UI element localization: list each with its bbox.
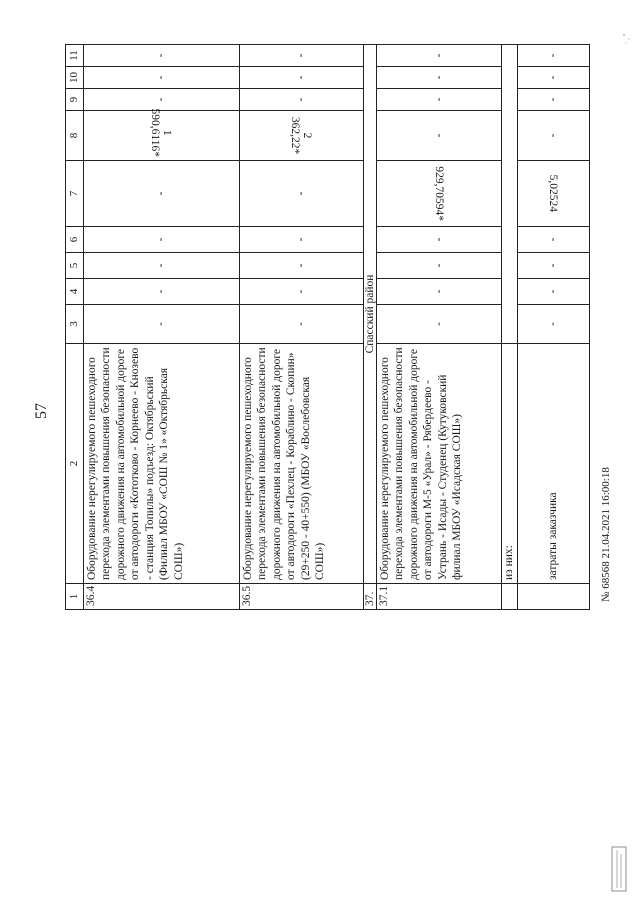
cell: -: [376, 89, 502, 111]
col-header-9: 9: [66, 89, 84, 111]
row-number: 36.4: [83, 584, 239, 610]
col-header-11: 11: [66, 45, 84, 67]
cell: -: [239, 161, 363, 227]
cell: -: [83, 161, 239, 227]
cell: -: [376, 305, 502, 344]
header-row: [66, 45, 84, 610]
subheading: из них:: [502, 344, 517, 584]
table-row: [376, 45, 502, 610]
value-text: 2 362,22*: [289, 116, 314, 155]
cell: -: [239, 305, 363, 344]
cell: -: [376, 227, 502, 253]
empty-cell: [502, 584, 517, 610]
col-header-8: 8: [66, 111, 84, 161]
col-header-4: 4: [66, 279, 84, 305]
cell: -: [239, 45, 363, 67]
value-text: 1 590,6116*: [149, 108, 174, 157]
registration-footer: № 68568 21.04.2021 16:00:18: [600, 467, 612, 602]
budget-table: [65, 45, 590, 610]
cell: -: [239, 227, 363, 253]
cell: -: [83, 45, 239, 67]
cell-value: [83, 108, 239, 161]
cell: -: [517, 305, 589, 344]
cell: -: [376, 111, 502, 161]
cell: -: [376, 67, 502, 89]
cell: -: [517, 253, 589, 279]
cell: -: [83, 305, 239, 344]
cell: -: [517, 111, 589, 161]
cell: -: [517, 45, 589, 67]
row-description: Оборудование нерегулируемого пешеходного перехода элементами повышения безопасности дорожного движения на автомобильной дороге от автодороги М-5 «Урал» - Рябердеево - Устрань - Исады - Студенец (Кутуковский филиал МБОУ «Исадская СОШ»): [376, 344, 502, 584]
col-header-7: 7: [66, 161, 84, 227]
group-label: Спасский район: [363, 45, 376, 584]
cell: -: [517, 89, 589, 111]
cell: -: [239, 253, 363, 279]
cell: -: [83, 279, 239, 305]
col-header-6: 6: [66, 227, 84, 253]
cell-value: [376, 161, 502, 227]
value-text: 929,70594*: [433, 166, 446, 221]
cell: -: [83, 89, 239, 111]
cell: -: [83, 227, 239, 253]
col-header-5: 5: [66, 253, 84, 279]
table-row: [502, 45, 517, 610]
row-description: затраты заказчика: [517, 344, 589, 584]
group-number: 37.: [363, 584, 376, 610]
col-header-10: 10: [66, 67, 84, 89]
row-description: Оборудование нерегулируемого пешеходного перехода элементами повышения безопасности дорожного движения на автомобильной дороге от автодороги «Пехлец - Кораблино - Скопин» (29+250 - 40+550) (МБОУ «Вослебовская СОШ»): [239, 344, 363, 584]
cell: -: [376, 253, 502, 279]
registration-stamp: [610, 846, 628, 892]
value-text: 5,02524: [547, 174, 560, 213]
cell: -: [83, 67, 239, 89]
table-row: [517, 45, 589, 610]
cell: -: [239, 67, 363, 89]
table-row: [83, 45, 239, 610]
cell: -: [376, 279, 502, 305]
col-header-3: 3: [66, 305, 84, 344]
page-number: 57: [33, 403, 50, 419]
empty-cell: [502, 45, 517, 344]
table-row: [239, 45, 363, 610]
empty-cell: [517, 584, 589, 610]
cell: -: [517, 227, 589, 253]
cell: -: [83, 253, 239, 279]
col-header-2: 2: [66, 344, 84, 584]
cell: -: [517, 279, 589, 305]
row-description: Оборудование нерегулируемого пешеходного перехода элементами повышения безопасности дорожного движения на автомобильной дороге от автодороги «Кототково - Корнеево - Кнозево - станция Топилы» подъезд: Октябрьский (Филиал МБОУ «СОШ № 1» «Октябрьская СОШ»): [83, 344, 239, 584]
col-header-1: 1: [66, 584, 84, 610]
cell: -: [239, 89, 363, 111]
cell: -: [239, 279, 363, 305]
scan-artifact: [620, 30, 634, 48]
row-number: 37.1: [376, 584, 502, 610]
group-row: [363, 45, 376, 610]
row-number: 36.5: [239, 584, 363, 610]
cell: -: [517, 67, 589, 89]
cell-value: [239, 111, 363, 161]
cell: -: [376, 45, 502, 67]
cell-value: [517, 161, 589, 227]
